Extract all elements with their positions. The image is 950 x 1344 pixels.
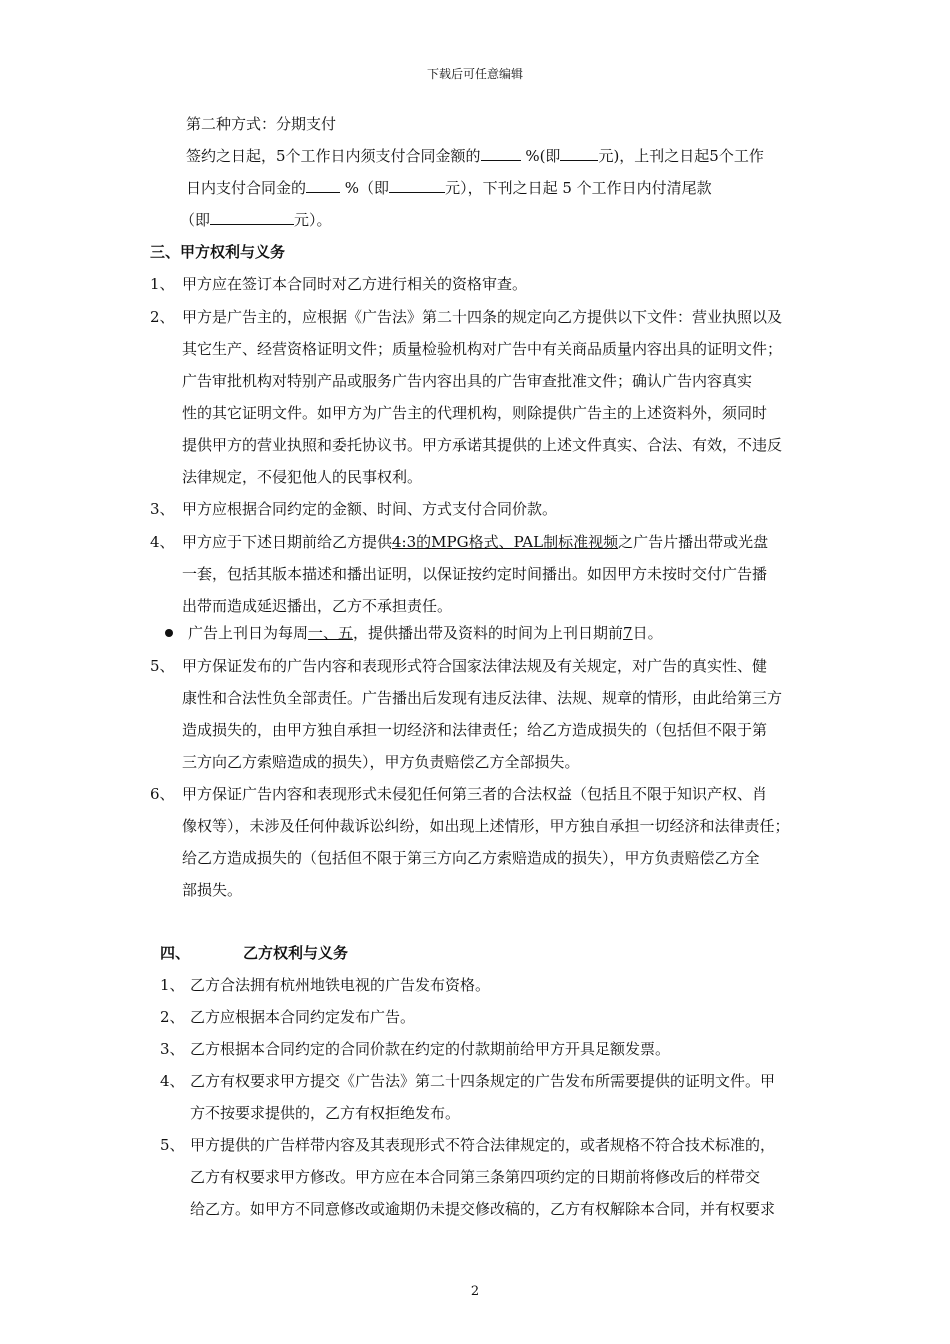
s3-item-2-line: 性的其它证明文件。如甲方为广告主的代理机构，则除提供广告主的上述资料外，须同时 [182,404,768,422]
item-number: 2、 [160,1008,185,1026]
payment-line-3: （即 元）。 [180,211,332,229]
s4-item-2: 乙方应根据本合同约定发布广告。 [190,1008,416,1026]
blank-field [306,178,340,193]
s4-item-5-line: 乙方有权要求甲方修改。甲方应在本合同第三条第四项约定的日期前将修改后的样带交 [190,1168,761,1186]
s3-item-6-line: 给乙方造成损失的（包括但不限于第三方向乙方索赔造成的损失），甲方负责赔偿乙方全 [182,849,760,867]
s4-item-5-line: 甲方提供的广告样带内容及其表现形式不符合法律规定的，或者规格不符合技术标准的， [190,1136,776,1154]
s3-item-5-line: 三方向乙方索赔造成的损失），甲方负责赔偿乙方全部损失。 [182,753,580,771]
s3-item-5-line: 造成损失的，由甲方独自承担一切经济和法律责任；给乙方造成损失的（包括但不限于第 [182,721,768,739]
s3-item-6-line: 像权等），未涉及任何仲裁诉讼纠纷，如出现上述情形，甲方独自承担一切经济和法律责任； [182,817,790,835]
s3-item-2-line: 甲方是广告主的，应根据《广告法》第二十四条的规定向乙方提供以下文件：营业执照以及 [182,308,783,326]
s3-item-5-line: 康性和合法性负全部责任。广告播出后发现有违反法律、法规、规章的情形，由此给第三方 [182,689,783,707]
blank-field [481,146,521,161]
item-number: 5、 [160,1136,185,1154]
bullet-dot-icon [165,629,173,637]
item-number: 6、 [150,785,175,803]
s3-item-2-line: 法律规定，不侵犯他人的民事权利。 [182,468,423,486]
item-number: 4、 [150,533,175,551]
video-format-underlined: 4:3的MPG格式、PAL制标准视频 [392,533,619,551]
blank-field [210,210,294,225]
s3-item-4-line: 出带而造成延迟播出，乙方不承担责任。 [182,597,453,615]
s3-item-4-line: 一套，包括其版本描述和播出证明，以保证按约定时间播出。如因甲方未按时交付广告播 [182,565,768,583]
s3-item-2-line: 提供甲方的营业执照和委托协议书。甲方承诺其提供的上述文件真实、合法、有效，不违反 [182,436,783,454]
bullet-publish-schedule: 广告上刊日为每周一、五，提供播出带及资料的时间为上刊日期前7日。 [188,624,663,642]
s4-item-4-line: 乙方有权要求甲方提交《广告法》第二十四条规定的广告发布所需要提供的证明文件。甲 [190,1072,776,1090]
s3-item-1: 甲方应在签订本合同时对乙方进行相关的资格审查。 [182,275,528,293]
s3-item-2-line: 广告审批机构对特别产品或服务广告内容出具的广告审查批准文件；确认广告内容真实 [182,372,753,390]
blank-field [389,178,445,193]
item-number: 3、 [150,500,175,518]
s3-item-3: 甲方应根据合同约定的金额、时间、方式支付合同价款。 [182,500,558,518]
item-number: 1、 [160,976,185,994]
blank-field [560,146,598,161]
s4-item-1: 乙方合法拥有杭州地铁电视的广告发布资格。 [190,976,491,994]
s3-item-6-line: 甲方保证广告内容和表现形式未侵犯任何第三者的合法权益（包括且不限于知识产权、肖 [182,785,768,803]
s3-item-4-line: 甲方应于下述日期前给乙方提供4:3的MPG格式、PAL制标准视频之广告片播出带或光盘 [182,533,769,551]
item-number: 2、 [150,308,175,326]
page-number: 2 [470,1284,480,1299]
s4-item-5-line: 给乙方。如甲方不同意修改或逾期仍未提交修改稿的，乙方有权解除本合同，并有权要求 [190,1200,776,1218]
section-4-number: 四、 [160,944,191,962]
item-number: 5、 [150,657,175,675]
payment-line-1: 签约之日起，5个工作日内须支付合同金额的 %(即 元)，上刊之日起5个工作 [186,147,764,165]
s4-item-3: 乙方根据本合同约定的合同价款在约定的付款期前给甲方开具足额发票。 [190,1040,671,1058]
s3-item-2-line: 其它生产、经营资格证明文件；质量检验机构对广告中有关商品质量内容出具的证明文件； [182,340,783,358]
s3-item-6-line: 部损失。 [182,881,243,899]
item-number: 1、 [150,275,175,293]
page-header: 下载后可任意编辑 [426,67,523,81]
payment-method-title: 第二种方式：分期支付 [186,115,337,133]
item-number: 4、 [160,1072,185,1090]
section-3-title: 三、甲方权利与义务 [150,243,286,261]
s4-item-4-line: 方不按要求提供的，乙方有权拒绝发布。 [190,1104,461,1122]
s3-item-5-line: 甲方保证发布的广告内容和表现形式符合国家法律法规及有关规定，对广告的真实性、健 [182,657,768,675]
section-4-title: 乙方权利与义务 [243,944,349,962]
item-number: 3、 [160,1040,185,1058]
payment-line-2: 日内支付合同金的 %（即 元），下刊之日起 5 个工作日内付清尾款 [186,179,712,197]
